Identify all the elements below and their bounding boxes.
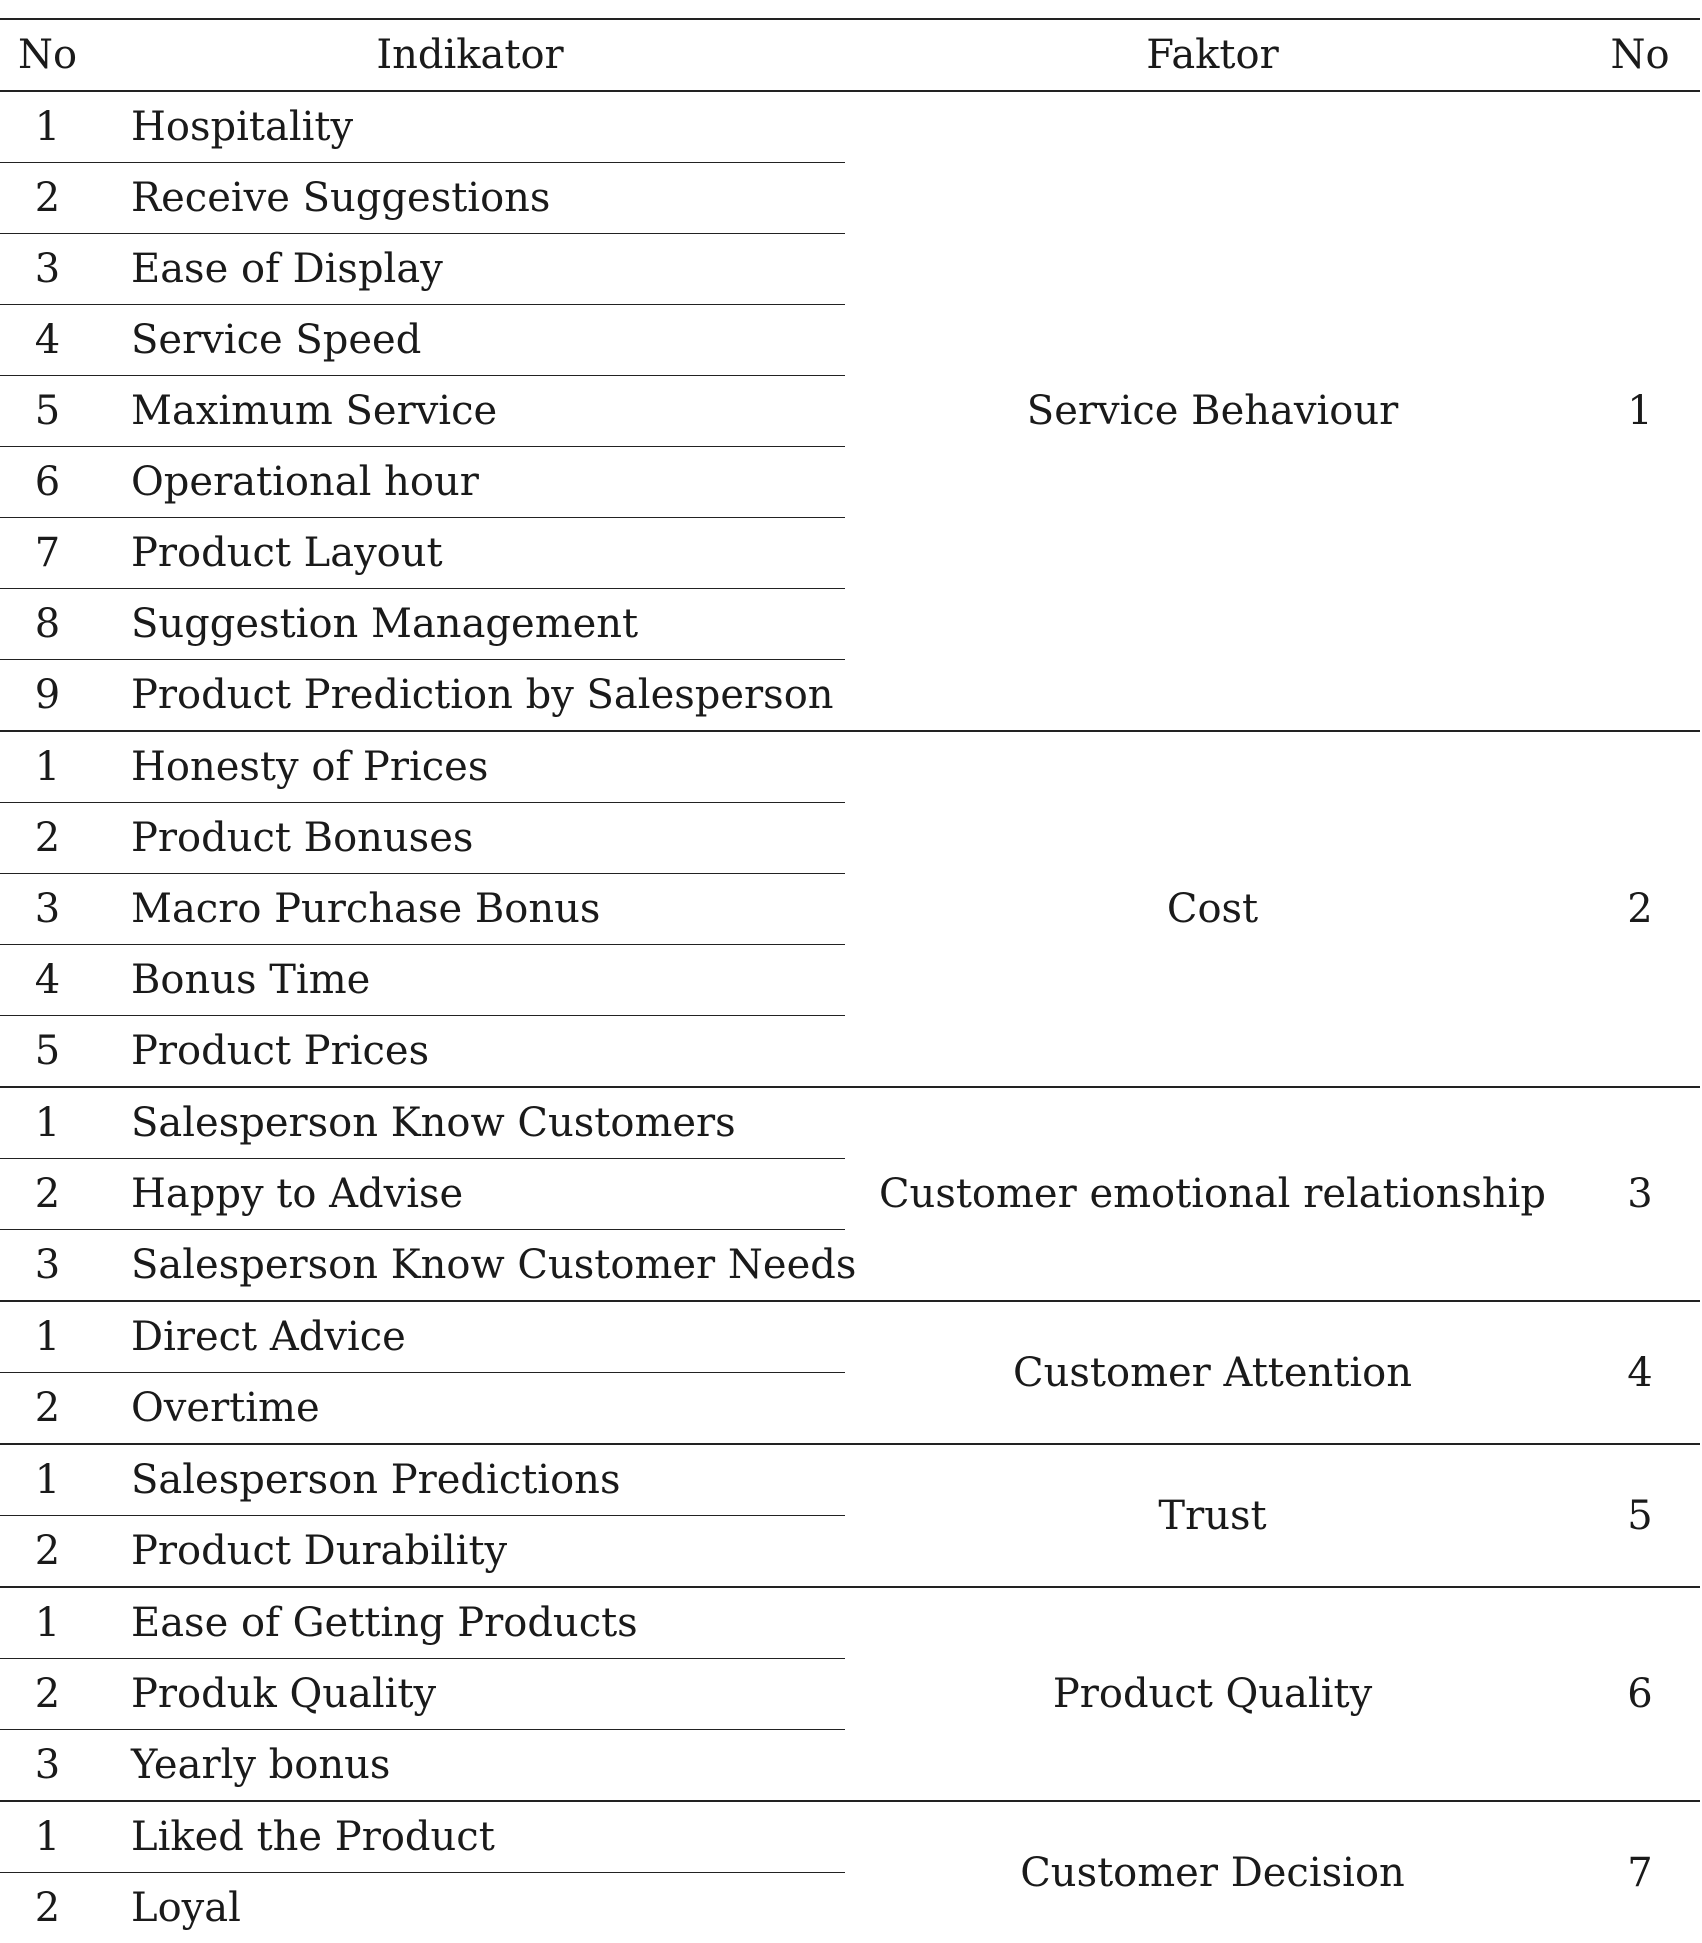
indicator-no: 9	[0, 660, 95, 732]
indicator-name: Product Bonuses	[95, 803, 845, 874]
table-row	[0, 731, 1700, 803]
factor-no: 7	[1580, 1801, 1700, 1943]
indicator-no: 3	[0, 874, 95, 945]
indicator-no: 6	[0, 447, 95, 518]
indicator-name: Yearly bonus	[95, 1730, 845, 1802]
indicator-name: Produk Quality	[95, 1659, 845, 1730]
indicator-name: Direct Advice	[95, 1301, 845, 1373]
indicator-name: Bonus Time	[95, 945, 845, 1016]
factor-no: 4	[1580, 1301, 1700, 1444]
factor-name: Customer Decision	[845, 1801, 1580, 1943]
indicator-no: 1	[0, 91, 95, 163]
indicator-name: Suggestion Management	[95, 589, 845, 660]
indicator-no: 1	[0, 1444, 95, 1516]
indicator-no: 2	[0, 163, 95, 234]
indicator-name: Operational hour	[95, 447, 845, 518]
table-row	[0, 1087, 1700, 1159]
indicator-no: 1	[0, 731, 95, 803]
table-row	[0, 1801, 1700, 1873]
indicator-no: 3	[0, 234, 95, 305]
indicator-no: 7	[0, 518, 95, 589]
header-indikator: Indikator	[95, 19, 845, 91]
indicator-name: Loyal	[95, 1873, 845, 1943]
indicator-name: Macro Purchase Bonus	[95, 874, 845, 945]
indicator-no: 2	[0, 1373, 95, 1445]
indicator-name: Product Layout	[95, 518, 845, 589]
indicator-no: 1	[0, 1587, 95, 1659]
indicator-no: 4	[0, 305, 95, 376]
header-no-right: No	[1580, 19, 1700, 91]
header-row	[0, 19, 1700, 91]
factor-name: Customer Attention	[845, 1301, 1580, 1444]
indicator-no: 2	[0, 803, 95, 874]
indicator-name: Product Durability	[95, 1516, 845, 1588]
indicator-name: Hospitality	[95, 91, 845, 163]
indicator-name: Salesperson Predictions	[95, 1444, 845, 1516]
table-body	[0, 91, 1700, 1943]
indicator-no: 2	[0, 1873, 95, 1943]
indicator-no: 5	[0, 376, 95, 447]
factor-no: 5	[1580, 1444, 1700, 1587]
indicator-no: 2	[0, 1659, 95, 1730]
factor-name: Customer emotional relationship	[845, 1087, 1580, 1301]
indicator-name: Receive Suggestions	[95, 163, 845, 234]
indicator-name: Liked the Product	[95, 1801, 845, 1873]
indicator-name: Salesperson Know Customer Needs	[95, 1230, 845, 1302]
indicator-factor-table	[0, 18, 1700, 1943]
indicator-no: 5	[0, 1016, 95, 1088]
header-faktor: Faktor	[845, 19, 1580, 91]
indicator-no: 2	[0, 1159, 95, 1230]
header-no-left: No	[0, 19, 95, 91]
indicator-name: Product Prediction by Salesperson	[95, 660, 845, 732]
indicator-name: Honesty of Prices	[95, 731, 845, 803]
indicator-no: 2	[0, 1516, 95, 1588]
indicator-no: 1	[0, 1301, 95, 1373]
table-row	[0, 91, 1700, 163]
indicator-no: 8	[0, 589, 95, 660]
factor-no: 3	[1580, 1087, 1700, 1301]
indicator-name: Salesperson Know Customers	[95, 1087, 845, 1159]
factor-name: Trust	[845, 1444, 1580, 1587]
indicator-name: Ease of Display	[95, 234, 845, 305]
indicator-no: 1	[0, 1801, 95, 1873]
factor-no: 2	[1580, 731, 1700, 1087]
table-row	[0, 1587, 1700, 1659]
indicator-no: 3	[0, 1230, 95, 1302]
factor-name: Product Quality	[845, 1587, 1580, 1801]
indicator-no: 3	[0, 1730, 95, 1802]
indicator-name: Happy to Advise	[95, 1159, 845, 1230]
indicator-no: 1	[0, 1087, 95, 1159]
indicator-no: 4	[0, 945, 95, 1016]
indicator-name: Maximum Service	[95, 376, 845, 447]
indicator-name: Overtime	[95, 1373, 845, 1445]
factor-no: 6	[1580, 1587, 1700, 1801]
table-row	[0, 1301, 1700, 1373]
factor-name: Cost	[845, 731, 1580, 1087]
indicator-name: Product Prices	[95, 1016, 845, 1088]
indicator-name: Service Speed	[95, 305, 845, 376]
factor-no: 1	[1580, 91, 1700, 731]
factor-name: Service Behaviour	[845, 91, 1580, 731]
indicator-name: Ease of Getting Products	[95, 1587, 845, 1659]
table-row	[0, 1444, 1700, 1516]
